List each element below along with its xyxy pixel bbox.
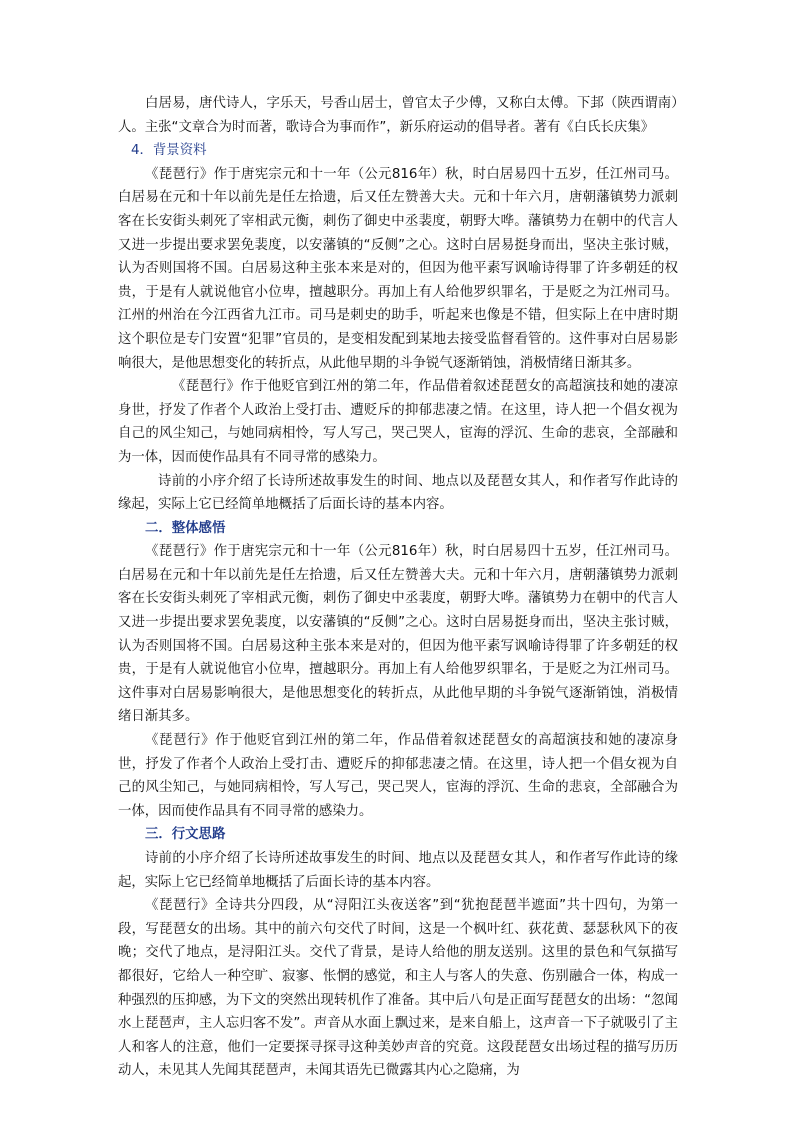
thinking-paragraph-2: 《琵琶行》全诗共分四段，从“浔阳江头夜送客”到“犹抱琵琶半遮面”共十四句，为第一段，写琵琶女的出场。其中的前六句交代了时间，这是一个枫叶红、荻花黄、瑟瑟秋风下的夜晚；交代了地点，是浔阳江头。交代了背景，是诗人给他的朋友送别。这里的景色和气氛描写都很好，它给人一种空旷、寂寥、怅惘的感觉，和主人与客人的失意、伤别融合一体，构成一种强烈的压抑感，为下文的突然出现转机作了准备。其中后八句是正面写琵琶女的出场：“忽闻水上琵琶声，主人忘归客不发”。声音从水面上飘过来，是来自船上，这声音一下子就吸引了主人和客人的注意，他们一定要探寻探寻这种美妙声音的究竟。这段琵琶女出场过程的描写历历动人，未见其人先闻其琵琶声，未闻其语先已微露其内心之隐痛，为: [118, 898, 678, 1079]
thinking-paragraph-1: 诗前的小序介绍了长诗所述故事发生的时间、地点以及琵琶女其人，和作者写作此诗的缘起，实际上它已经简单地概括了后面长诗的基本内容。: [118, 851, 678, 890]
overall-heading: 二．整体感悟: [145, 520, 226, 536]
background-paragraph-2: 《琵琶行》作于他贬官到江州的第二年，作品借着叙述琵琶女的高超演技和她的凄凉身世，抒发了作者个人政治上受打击、遭贬斥的抑郁悲凄之情。在这里，诗人把一个倡女视为自己的风尘知己，与她同病相怜，写人写己，哭己哭人，宦海的浮沉、生命的悲哀，全部融和为一体，因而使作品具有不同寻常的感染力。: [118, 379, 678, 465]
background-paragraph-3: 诗前的小序介绍了长诗所述故事发生的时间、地点以及琵琶女其人，和作者写作此诗的缘起，实际上它已经简单地概括了后面长诗的基本内容。: [118, 473, 678, 513]
document-page: [118, 92, 678, 1083]
background-heading: 4．背景资料: [131, 143, 207, 159]
author-intro-paragraph: 白居易，唐代诗人，字乐天，号香山居士，曾官太子少傅，又称白太傅。下邽（陕西谓南）人。主张“文章合为时而著，歌诗合为事而作”，新乐府运动的倡导者。著有《白氏长庆集》: [118, 96, 678, 135]
overall-paragraph-2: 《琵琶行》作于他贬官到江州的第二年，作品借着叙述琵琶女的高超演技和她的凄凉身世，抒发了作者个人政治上受打击、遭贬斥的抑郁悲凄之情。在这里，诗人把一个倡女视为自己的风尘知己，与她同病相怜，写人写己，哭己哭人，宦海的浮沉、生命的悲哀，全部融合为一体，因而使作品具有不同寻常的感染力。: [118, 733, 678, 819]
overall-paragraph-1: 《琵琶行》作于唐宪宗元和十一年（公元816年）秋，时白居易四十五岁，任江州司马。白居易在元和十年以前先是任左拾遗，后又任左赞善大夫。元和十年六月，唐朝藩镇势力派刺客在长安街头刺死了宰相武元衡，刺伤了御史中丞裴度，朝野大哗。藩镇势力在朝中的代言人又进一步提出要求罢免裴度，以安藩镇的“反侧”之心。这时白居易挺身而出，坚决主张讨贼，认为否则国将不国。白居易这种主张本来是对的，但因为他平素写讽喻诗得罪了许多朝廷的权贵，于是有人就说他官小位卑，擅越职分。再加上有人给他罗织罪名，于是贬之为江州司马。这件事对白居易影响很大，是他思想变化的转折点，从此他早期的斗争锐气逐渐销蚀，消极情绪日渐其多。: [118, 544, 678, 725]
thinking-heading: 三．行文思路: [145, 827, 226, 843]
background-paragraph-1: 《琵琶行》作于唐宪宗元和十一年（公元816年）秋，时白居易四十五岁，任江州司马。白居易在元和十年以前先是任左拾遗，后又任左赞善大夫。元和十年六月，唐朝藩镇势力派刺客在长安街头刺死了宰相武元衡，刺伤了御史中丞裴度，朝野大哗。藩镇势力在朝中的代言人又进一步提出要求罢免裴度，以安藩镇的“反侧”之心。这时白居易挺身而出，坚决主张讨贼，认为否则国将不国。白居易这种主张本来是对的，但因为他平素写讽喻诗得罪了许多朝廷的权贵，于是有人就说他官小位卑，擅越职分。再加上有人给他罗织罪名，于是贬之为江州司马。江州的州治在今江西省九江市。司马是刺史的助手，听起来也像是不错，但实际上在中唐时期这个职位是专门安置“犯罪”官员的，是变相发配到某地去接受监督看管的。这件事对白居易影响很大，是他思想变化的转折点，从此他早期的斗争锐气逐渐销蚀，消极情绪日渐其多。: [118, 166, 678, 371]
